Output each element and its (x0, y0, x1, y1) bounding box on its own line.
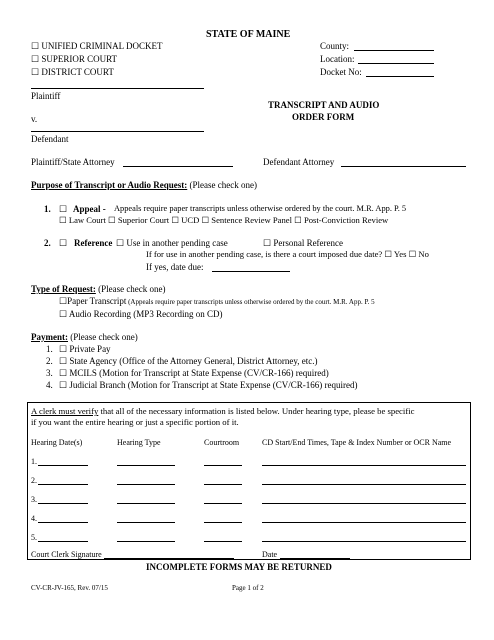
due-date-field[interactable] (212, 271, 290, 272)
reference-label: Reference (74, 238, 113, 248)
payment-state-agency[interactable]: ☐ State Agency (Office of the Attorney General, District Attorney, etc.) (59, 356, 318, 366)
cd-info-field[interactable] (262, 503, 466, 504)
appeal-options[interactable]: ☐ Law Court ☐ Superior Court ☐ UCD ☐ Sentence Review Panel ☐ Post-Conviction Review (59, 215, 389, 225)
reference-pending-case[interactable]: ☐ Use in another pending case (116, 238, 228, 248)
cd-info-field[interactable] (262, 522, 466, 523)
plaintiff-attorney-field[interactable] (123, 166, 233, 167)
payment-judicial-branch[interactable]: ☐ Judicial Branch (Motion for Transcript at State Expense (CV/CR-166) required) (59, 380, 358, 390)
hearing-type-field[interactable] (117, 465, 175, 466)
county-label: County: (320, 41, 350, 51)
courtroom-field[interactable] (204, 484, 242, 485)
paper-transcript-option[interactable]: ☐Paper Transcript (Appeals require paper transcripts unless otherwise ordered by the court. M.R. App. P. 5 (59, 296, 375, 306)
row-number: 2. (31, 476, 37, 485)
col-cd-info: CD Start/End Times, Tape & Index Number or OCR Name (262, 438, 452, 447)
incomplete-forms-warning: INCOMPLETE FORMS MAY BE RETURNED (146, 562, 332, 572)
cd-info-field[interactable] (262, 541, 466, 542)
page-number: Page 1 of 2 (232, 584, 264, 592)
row-number: 4. (31, 514, 37, 523)
plaintiff-field[interactable] (31, 88, 204, 89)
col-hearing-dates: Hearing Date(s) (31, 438, 83, 447)
payment-private-pay[interactable]: ☐ Private Pay (59, 344, 111, 354)
docket-field[interactable] (366, 76, 434, 77)
defendant-field[interactable] (31, 131, 204, 132)
cd-info-field[interactable] (262, 484, 466, 485)
form-title-line1: TRANSCRIPT AND AUDIO (268, 100, 380, 110)
defendant-label: Defendant (31, 134, 69, 144)
payment-2-number: 2. (46, 356, 53, 366)
plaintiff-label: Plaintiff (31, 91, 61, 101)
reference-checkbox[interactable]: ☐ (59, 238, 68, 248)
appeal-label: Appeal - (73, 204, 106, 214)
hearing-type-field[interactable] (117, 541, 175, 542)
defendant-attorney-field[interactable] (341, 166, 466, 167)
appeal-note: Appeals require paper transcripts unless otherwise ordered by the court. M.R. App. P. 5 (114, 204, 407, 213)
hearing-date-field[interactable] (38, 503, 88, 504)
court-option-superior[interactable]: ☐ SUPERIOR COURT (31, 54, 118, 64)
clerk-signature-field[interactable] (104, 558, 234, 559)
row-number: 3. (31, 495, 37, 504)
courtroom-field[interactable] (204, 522, 242, 523)
payment-3-number: 3. (46, 368, 53, 378)
court-option-district[interactable]: ☐ DISTRICT COURT (31, 67, 114, 77)
appeal-checkbox[interactable]: ☐ (59, 204, 68, 214)
type-request-heading: Type of Request: (Please check one) (31, 284, 166, 294)
reference-personal[interactable]: ☐ Personal Reference (263, 238, 344, 248)
courtroom-field[interactable] (204, 541, 242, 542)
hearing-date-field[interactable] (38, 465, 88, 466)
purpose-1-number: 1. (44, 204, 51, 214)
row-number: 5. (31, 533, 37, 542)
hearing-type-field[interactable] (117, 484, 175, 485)
payment-mcils[interactable]: ☐ MCILS (Motion for Transcript at State Expense (CV/CR-166) required) (59, 368, 329, 378)
purpose-heading: Purpose of Transcript or Audio Request: (Please check one) (31, 180, 257, 190)
courtroom-field[interactable] (204, 503, 242, 504)
state-title: STATE OF MAINE (206, 29, 291, 40)
clerk-date-field[interactable] (280, 558, 350, 559)
due-date-question[interactable]: If for use in another pending case, is there a court imposed due date? ☐ Yes ☐ No (146, 249, 429, 259)
hearing-date-field[interactable] (38, 522, 88, 523)
audio-recording-option[interactable]: ☐ Audio Recording (MP3 Recording on CD) (59, 309, 223, 319)
location-field[interactable] (358, 63, 434, 64)
clerk-verify-text: A clerk must verify that all of the necessary information is listed below. Under hearing type, please be specific (31, 406, 415, 416)
docket-label: Docket No: (320, 67, 362, 77)
courtroom-field[interactable] (204, 465, 242, 466)
location-label: Location: (320, 54, 355, 64)
payment-1-number: 1. (46, 344, 53, 354)
form-title-line2: ORDER FORM (292, 112, 355, 122)
col-hearing-type: Hearing Type (117, 438, 161, 447)
hearing-date-field[interactable] (38, 541, 88, 542)
defendant-attorney-label: Defendant Attorney (263, 157, 335, 167)
county-field[interactable] (354, 50, 434, 51)
hearing-date-field[interactable] (38, 484, 88, 485)
hearing-type-field[interactable] (117, 522, 175, 523)
form-id: CV-CR-JV-165, Rev. 07/15 (31, 584, 108, 592)
plaintiff-attorney-label: Plaintiff/State Attorney (31, 157, 115, 167)
clerk-date-label: Date (262, 550, 278, 559)
clerk-verify-text-2: if you want the entire hearing or just a specific portion of it. (31, 417, 239, 427)
col-courtroom: Courtroom (204, 438, 240, 447)
payment-4-number: 4. (46, 380, 53, 390)
court-option-ucd[interactable]: ☐ UNIFIED CRIMINAL DOCKET (31, 41, 163, 51)
hearing-type-field[interactable] (117, 503, 175, 504)
due-date-label: If yes, date due: (146, 262, 204, 272)
clerk-signature-label: Court Clerk Signature (31, 550, 102, 559)
versus-label: v. (31, 114, 38, 124)
cd-info-field[interactable] (262, 465, 466, 466)
row-number: 1. (31, 457, 37, 466)
payment-heading: Payment: (Please check one) (31, 332, 138, 342)
purpose-2-number: 2. (44, 238, 51, 248)
